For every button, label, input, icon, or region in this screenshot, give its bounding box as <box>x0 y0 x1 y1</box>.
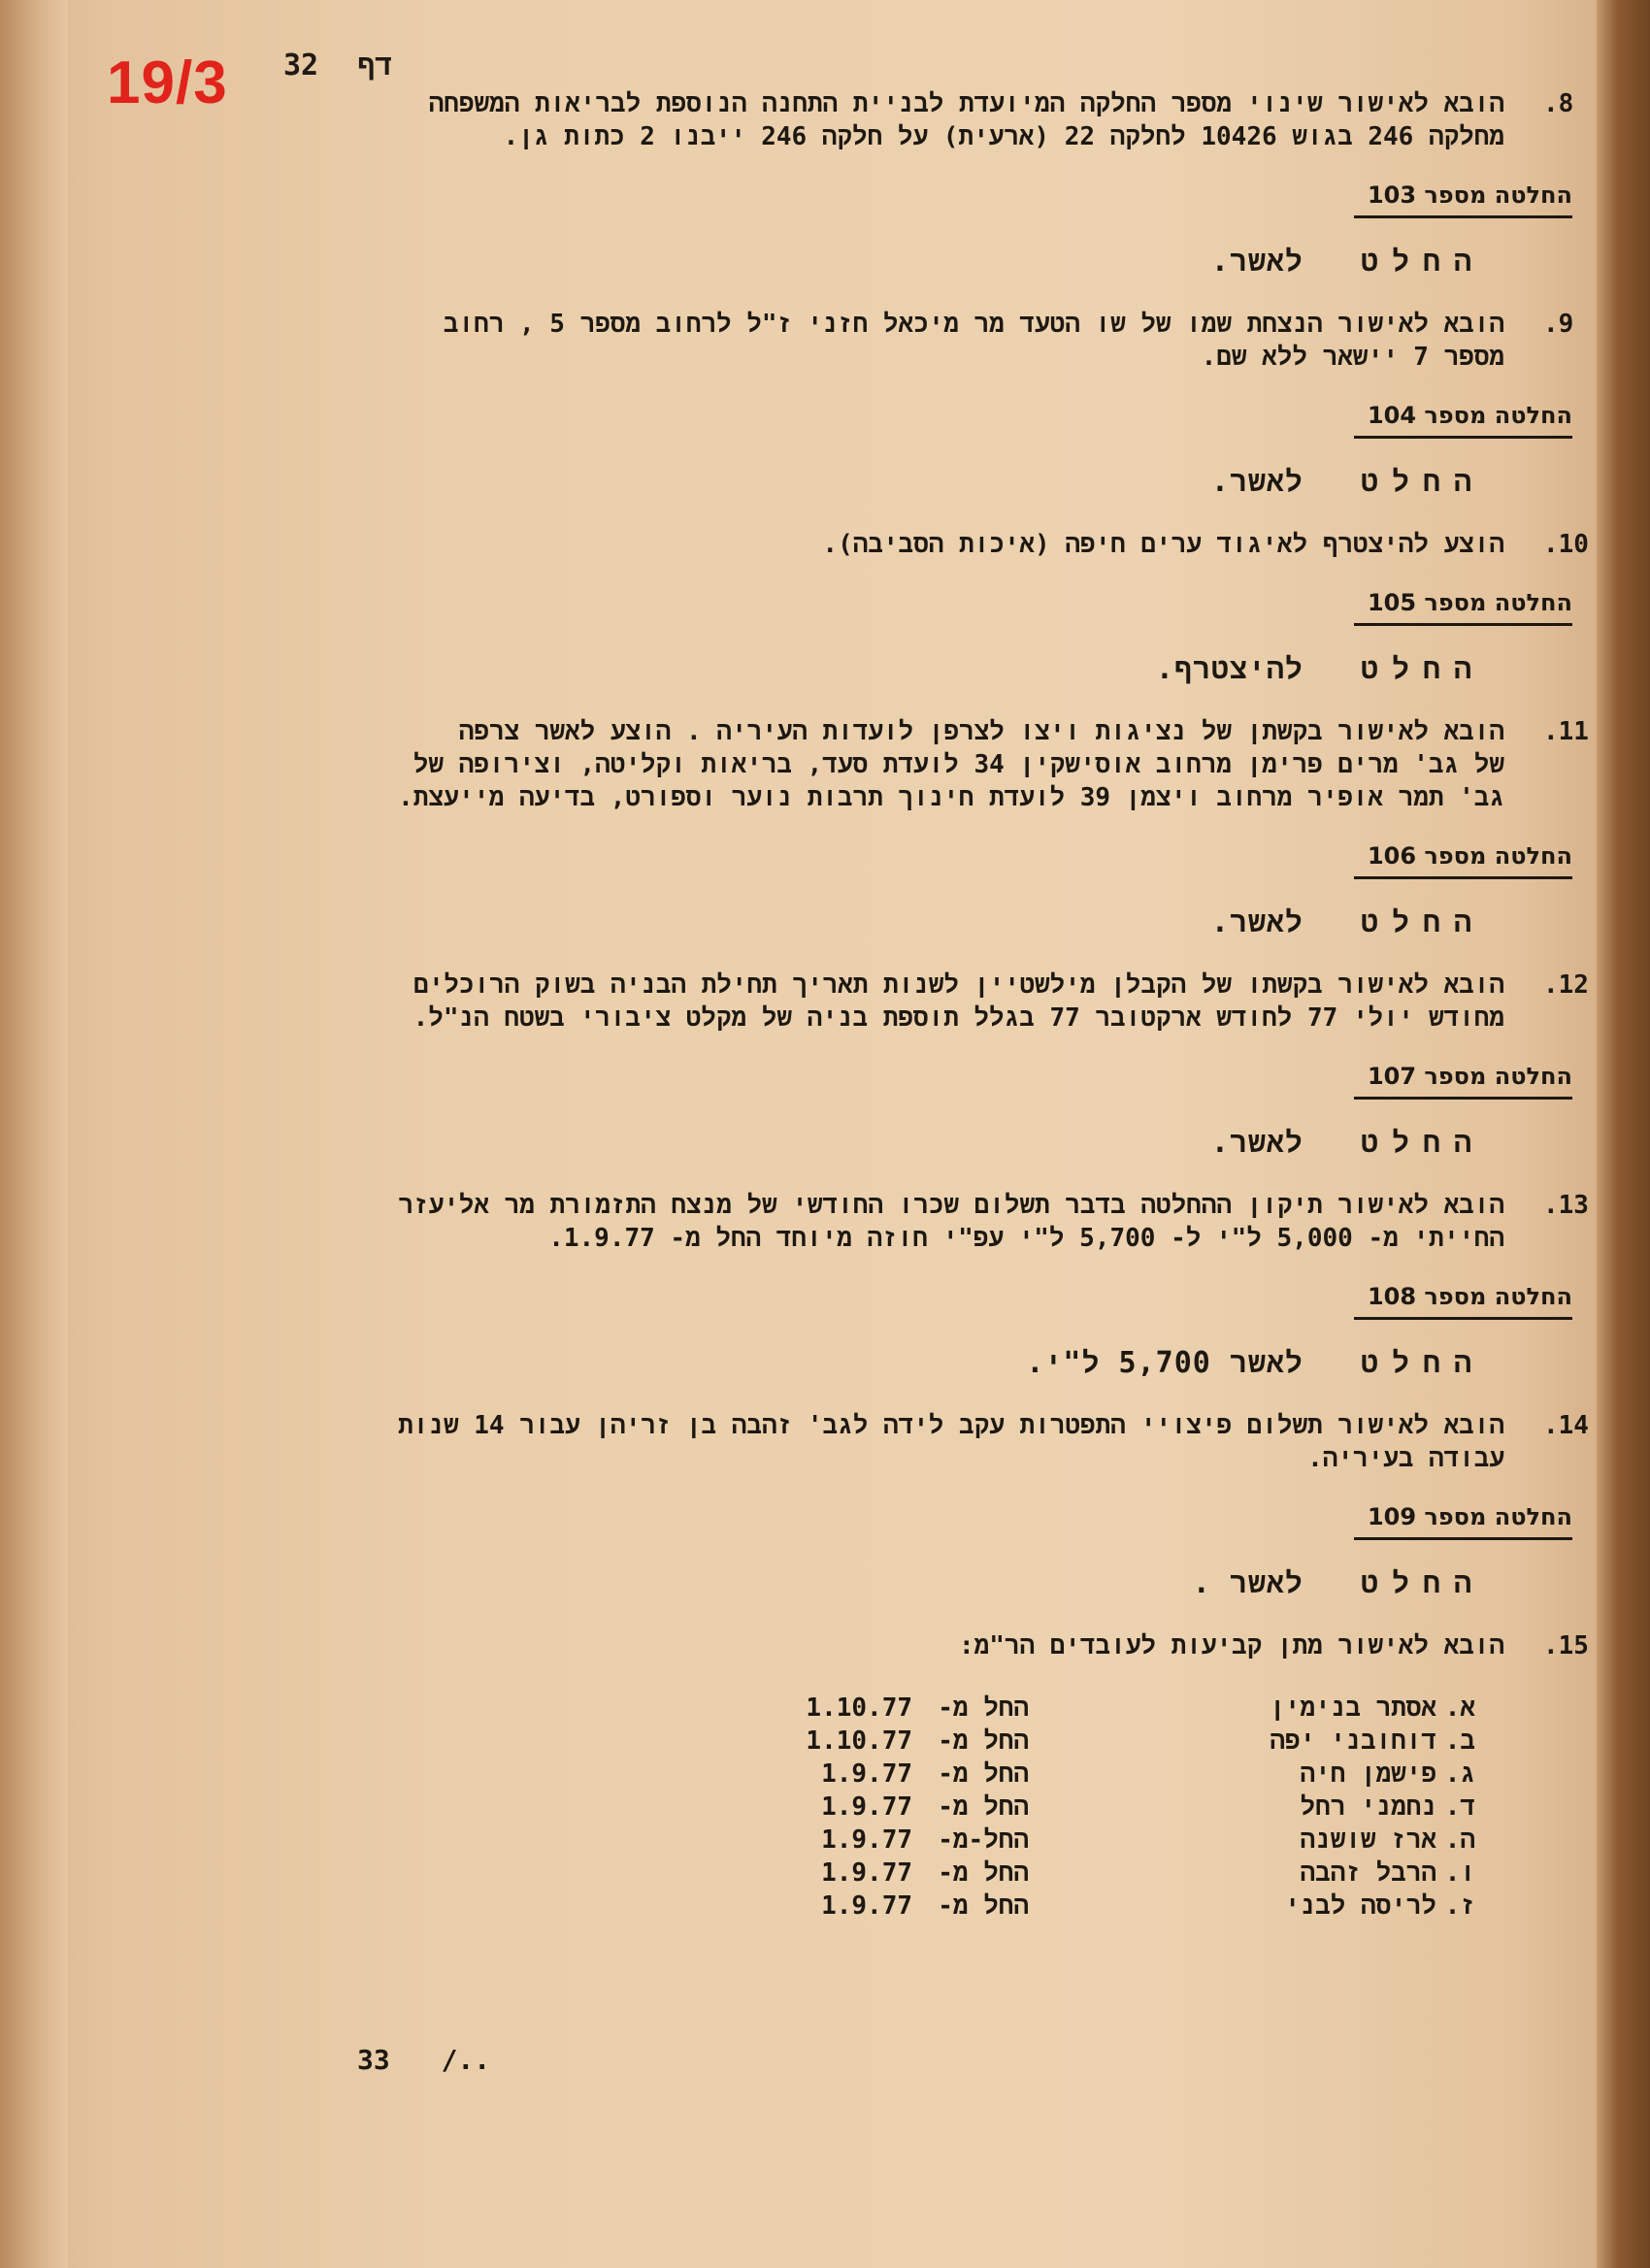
item-text: הובא לאישור בקשתן של נציגות ויצו לצרפן לועדות העיריה . הוצע לאשר צרפה של גב' מרים פרימן מרחוב אוסישקין 34 לועדת סעד, בריאות וקליטה, וצירופה של גב' תמר אופיר מרחוב ויצמן 39 לועדת חינוך תרבות נוער וספורט, בדיעה מייעצת. <box>398 717 1504 812</box>
item-text: הובא לאישור הנצחת שמו של שו הטעד מר מיכאל חזני ז"ל לרחוב מספר 5 , רחוב מספר 7 יישאר ללא שם. <box>443 310 1504 372</box>
item-text: הובא לאישור שינוי מספר החלקה המיועדת לבניית התחנה הנוספת לבריאות המשפחה מחלקה 246 בגוש 10426 לחלקה 22 (ארעית) על חלקה 246 ייבנו 2 כתות גן. <box>428 89 1504 151</box>
decision-word: החלט <box>1360 1566 1485 1600</box>
page-header <box>283 49 392 84</box>
employee-date: 1.10.77 <box>806 1726 912 1756</box>
decision-line <box>243 246 1485 279</box>
employee-row <box>243 1725 1475 1758</box>
decision-word: החלט <box>1360 245 1485 279</box>
employee-date: 1.9.77 <box>821 1891 912 1921</box>
agenda-item <box>243 715 1589 814</box>
decision-title: החלטה מספר 107 <box>1354 1060 1572 1100</box>
employee-row <box>243 1824 1475 1857</box>
employee-from: החל-מ- <box>938 1825 1029 1855</box>
employee-from: החל מ- <box>938 1726 1029 1756</box>
decision-text: להיצטרף. <box>1155 652 1304 686</box>
employee-from: החל מ- <box>938 1693 1029 1723</box>
employee-date: 1.10.77 <box>806 1693 912 1723</box>
employee-from: החל מ- <box>938 1891 1029 1921</box>
employee-name: דוחובני יפה <box>1270 1726 1436 1756</box>
employee-name: לריסה לבני <box>1284 1891 1436 1921</box>
minutes-content <box>243 87 1589 2125</box>
employee-date: 1.9.77 <box>821 1858 912 1888</box>
decision-word: החלט <box>1360 465 1485 499</box>
binding-edge <box>0 0 68 2268</box>
header-word: דף <box>357 49 393 82</box>
decision-line <box>243 653 1485 686</box>
employee-row <box>243 1791 1475 1824</box>
decision-title: החלטה מספר 108 <box>1354 1280 1572 1320</box>
item-number: .13 <box>1543 1191 1589 1220</box>
employee-row <box>243 1758 1475 1791</box>
page-footer <box>357 2044 490 2076</box>
employee-name: נחמני רחל <box>1300 1792 1436 1822</box>
employee-name: ארז שושנה <box>1300 1825 1436 1855</box>
next-page-number: 33 <box>357 2044 390 2076</box>
employee-from: החל מ- <box>938 1792 1029 1822</box>
employee-name: הרבל זהבה <box>1300 1858 1436 1888</box>
item-text: הוצע להיצטרף לאיגוד ערים חיפה (איכות הסביבה). <box>822 530 1504 559</box>
agenda-item <box>243 308 1572 374</box>
item-number: .14 <box>1543 1411 1589 1440</box>
decision-text: לאשר. <box>1210 1126 1304 1160</box>
employee-letter: א. <box>1444 1693 1475 1723</box>
employee-letter: ו. <box>1444 1858 1475 1888</box>
decision-line <box>243 1567 1485 1600</box>
agenda-item <box>243 87 1572 153</box>
employee-row <box>243 1857 1475 1890</box>
decision-word: החלט <box>1360 1346 1485 1380</box>
employee-date: 1.9.77 <box>821 1825 912 1855</box>
item-number: .12 <box>1543 970 1589 1000</box>
decision-title: החלטה מספר 103 <box>1354 179 1572 218</box>
item-text: הובא לאישור בקשתו של הקבלן מילשטיין לשנות תאריך תחילת הבניה בשוק הרוכלים מחודש יולי 77 לחודש ארקטובר 77 בגלל תוספת בניה של מקלט ציבורי בשטח הנ"ל. <box>412 970 1504 1033</box>
item-number: .10 <box>1543 530 1589 559</box>
decision-text: לאשר . <box>1192 1566 1304 1600</box>
item-number: .15 <box>1543 1631 1589 1660</box>
employee-letter: ג. <box>1444 1759 1475 1789</box>
item-number: .9 <box>1543 310 1574 339</box>
decision-text: לאשר 5,700 ל"י. <box>1026 1346 1304 1380</box>
decision-title: החלטה מספר 105 <box>1354 586 1572 626</box>
employee-letter: ד. <box>1444 1792 1475 1822</box>
item-number: .8 <box>1543 89 1574 118</box>
agenda-item <box>243 1629 1589 1662</box>
agenda-item <box>243 1189 1589 1255</box>
employee-date: 1.9.77 <box>821 1792 912 1822</box>
employee-from: החל מ- <box>938 1759 1029 1789</box>
employee-letter: ז. <box>1444 1891 1475 1921</box>
employee-from: החל מ- <box>938 1858 1029 1888</box>
header-page-number: 32 <box>283 49 319 82</box>
decision-line <box>243 1127 1485 1160</box>
item-number: .11 <box>1543 717 1589 746</box>
employee-name: פישמן חיה <box>1300 1759 1436 1789</box>
item-text: הובא לאישור מתן קביעות לעובדים הר"מ: <box>958 1631 1504 1660</box>
employee-row <box>243 1692 1475 1725</box>
item-text: הובא לאישור תיקון ההחלטה בדבר תשלום שכרו החודשי של מנצח התזמורת מר אליעזר החייתי מ- 5,000 ל"י ל- 5,700 ל"י עפ"י חוזה מיוחד החל מ- 1.9.77. <box>398 1191 1504 1253</box>
employee-list <box>243 1692 1475 1923</box>
decision-text: לאשר. <box>1210 245 1304 279</box>
decision-text: לאשר. <box>1210 465 1304 499</box>
page-right-edge <box>1597 0 1650 2268</box>
decision-title: החלטה מספר 104 <box>1354 399 1572 439</box>
item-text: הובא לאישור תשלום פיצויי התפטרות עקב לידה לגב' זהבה בן זריהן עבור 14 שנות עבודה בעיריה. <box>398 1411 1504 1473</box>
decision-line <box>243 906 1485 939</box>
decision-word: החלט <box>1360 905 1485 939</box>
employee-row <box>243 1890 1475 1923</box>
decision-line <box>243 466 1485 499</box>
employee-date: 1.9.77 <box>821 1759 912 1789</box>
decision-word: החלט <box>1360 1126 1485 1160</box>
continuation-mark: /.. <box>441 2044 491 2076</box>
decision-line <box>243 1347 1485 1380</box>
agenda-item <box>243 1409 1589 1475</box>
decision-word: החלט <box>1360 652 1485 686</box>
decision-title: החלטה מספר 109 <box>1354 1500 1572 1540</box>
decision-title: החלטה מספר 106 <box>1354 839 1572 879</box>
page-label: 19/3 <box>107 49 228 116</box>
employee-name: אסתר בנימין <box>1270 1693 1436 1723</box>
agenda-item <box>243 969 1589 1035</box>
employee-letter: ה. <box>1444 1825 1475 1855</box>
agenda-item <box>243 528 1589 561</box>
employee-letter: ב. <box>1444 1726 1475 1756</box>
decision-text: לאשר. <box>1210 905 1304 939</box>
